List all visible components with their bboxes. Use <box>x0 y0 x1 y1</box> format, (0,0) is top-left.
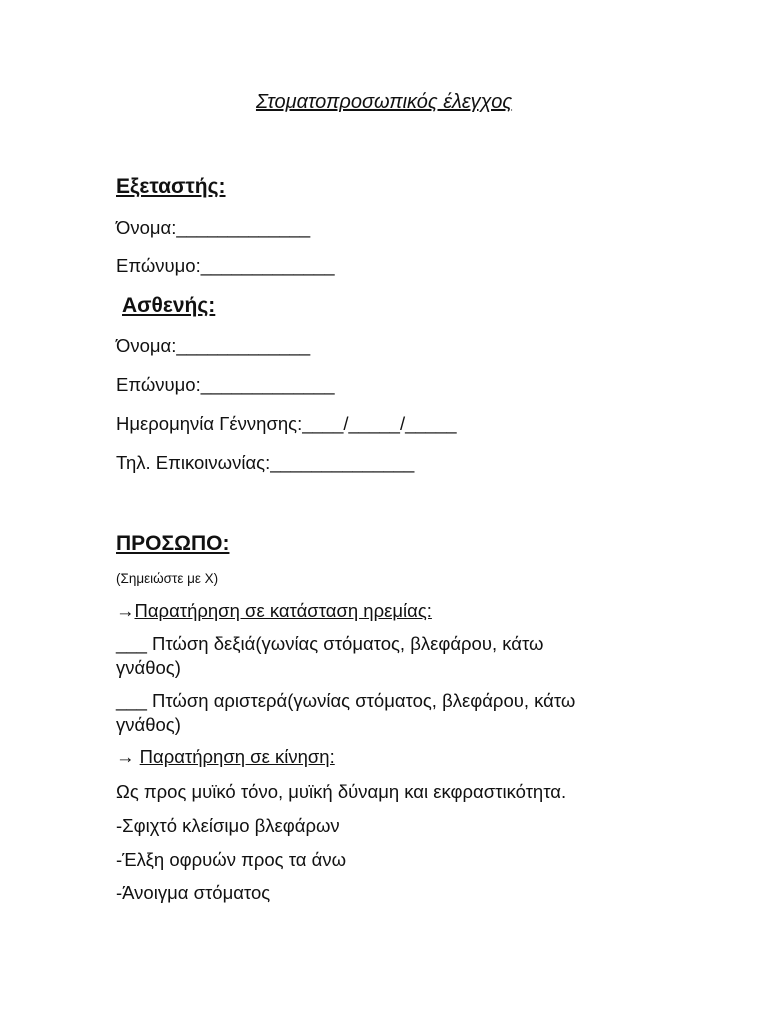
movement-item: -Έλξη οφρυών προς τα άνω <box>116 849 347 870</box>
movement-description: Ως προς μυϊκό τόνο, μυϊκή δύναμη και εκφραστικότητα. <box>116 781 567 802</box>
patient-phone-field: Τηλ. Επικοινωνίας:______________ <box>116 452 415 473</box>
examiner-heading: Εξεταστής: <box>116 175 226 198</box>
page-title: Στοματοπροσωπικός έλεγχος <box>255 91 513 113</box>
examiner-last-name-field: Επώνυμο:_____________ <box>116 255 335 276</box>
movement-item: -Σφιχτό κλείσιμο βλεφάρων <box>116 815 340 836</box>
face-heading: ΠΡΟΣΩΠΟ: <box>116 532 230 555</box>
arrow-icon: → <box>116 600 135 621</box>
examiner-first-name-field: Όνομα:_____________ <box>116 217 311 238</box>
left-droop-line-2: γνάθος) <box>116 714 181 735</box>
right-droop-line-2: γνάθος) <box>116 657 181 678</box>
movement-item: -Άνοιγμα στόματος <box>116 882 271 903</box>
left-droop-line-1: ___ Πτώση αριστερά(γωνίας στόματος, βλεφάρου, κάτω <box>116 690 576 711</box>
rest-observation-line <box>116 600 432 622</box>
patient-first-name-field: Όνομα:_____________ <box>116 335 311 356</box>
movement-observation-line <box>116 746 335 768</box>
patient-last-name-field: Επώνυμο:_____________ <box>116 374 335 395</box>
right-droop-line-1: ___ Πτώση δεξιά(γωνίας στόματος, βλεφάρου, κάτω <box>116 633 544 654</box>
patient-heading: Ασθενής: <box>122 294 216 317</box>
movement-observation-label: Παρατήρηση σε κίνηση: <box>139 746 335 767</box>
patient-birth-date-field: Ημερομηνία Γέννησης:____/_____/_____ <box>116 413 457 434</box>
arrow-icon: → <box>116 746 140 767</box>
face-note: (Σημειώστε με Χ) <box>116 571 219 586</box>
rest-observation-label: Παρατήρηση σε κατάσταση ηρεμίας: <box>134 600 432 621</box>
